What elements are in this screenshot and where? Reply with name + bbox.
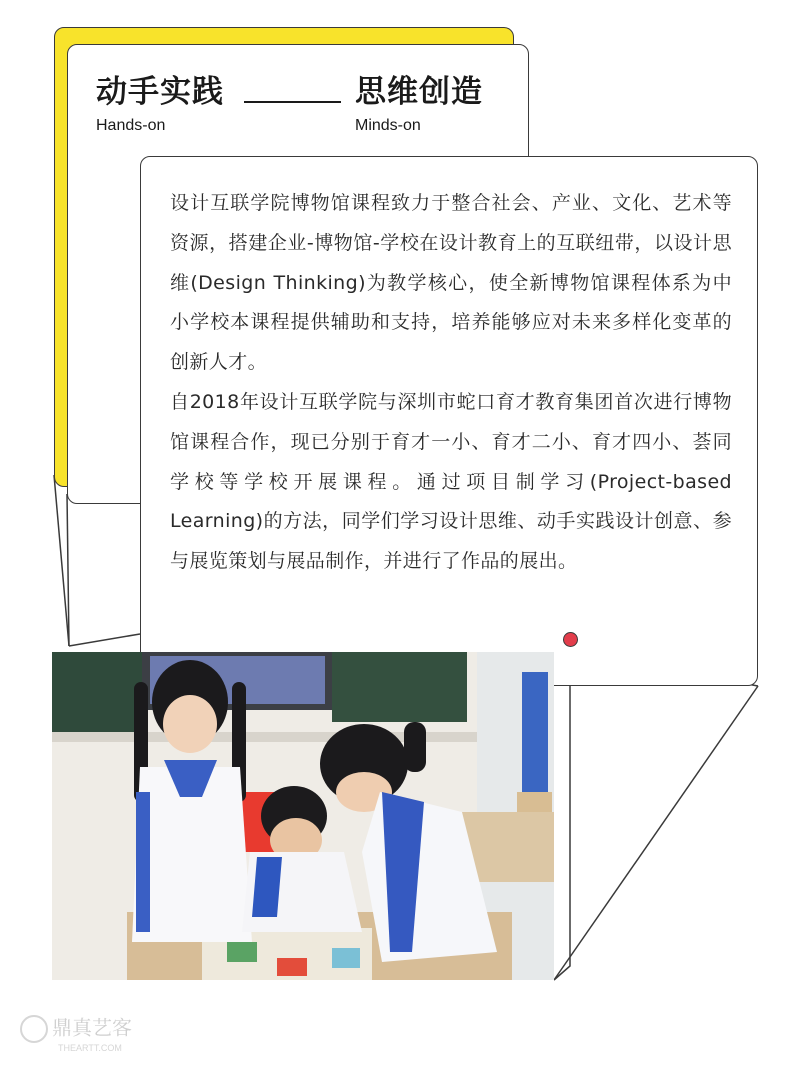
paragraph-2: 自2018年设计互联学院与深圳市蛇口育才教育集团首次进行博物馆课程合作，现已分别于育才一小、育才二小、育才四小、荟同学校等学校开展课程。通过项目制学习(Project-based Learning)的方法，同学们学习设计思维、动手实践设计创意、参与展览策划与展品制作，并进行了作品的展出。 (170, 390, 732, 573)
watermark-logo-icon (20, 1015, 48, 1043)
subtitle-hands-on: Hands-on (96, 117, 166, 134)
title-minds-on: 思维创造 (355, 74, 483, 110)
title-divider (244, 101, 341, 103)
photo-illustration (52, 652, 554, 980)
body-text (170, 184, 732, 582)
watermark-subtext: THEARTT.COM (58, 1043, 122, 1053)
subtitle-minds-on: Minds-on (355, 117, 421, 134)
red-dot (563, 632, 578, 647)
classroom-photo (52, 652, 554, 980)
watermark-text: 鼎真艺客 (52, 1015, 132, 1040)
paragraph-1: 设计互联学院博物馆课程致力于整合社会、产业、文化、艺术等资源，搭建企业-博物馆-学校在设计教育上的互联纽带，以设计思维(Design Thinking)为教学核心，使全新博物馆课程体系为中小学校本课程提供辅助和支持，培养能够应对未来多样化变革的创新人才。 (170, 192, 732, 374)
title-hands-on: 动手实践 (96, 74, 224, 110)
watermark (20, 1015, 132, 1055)
